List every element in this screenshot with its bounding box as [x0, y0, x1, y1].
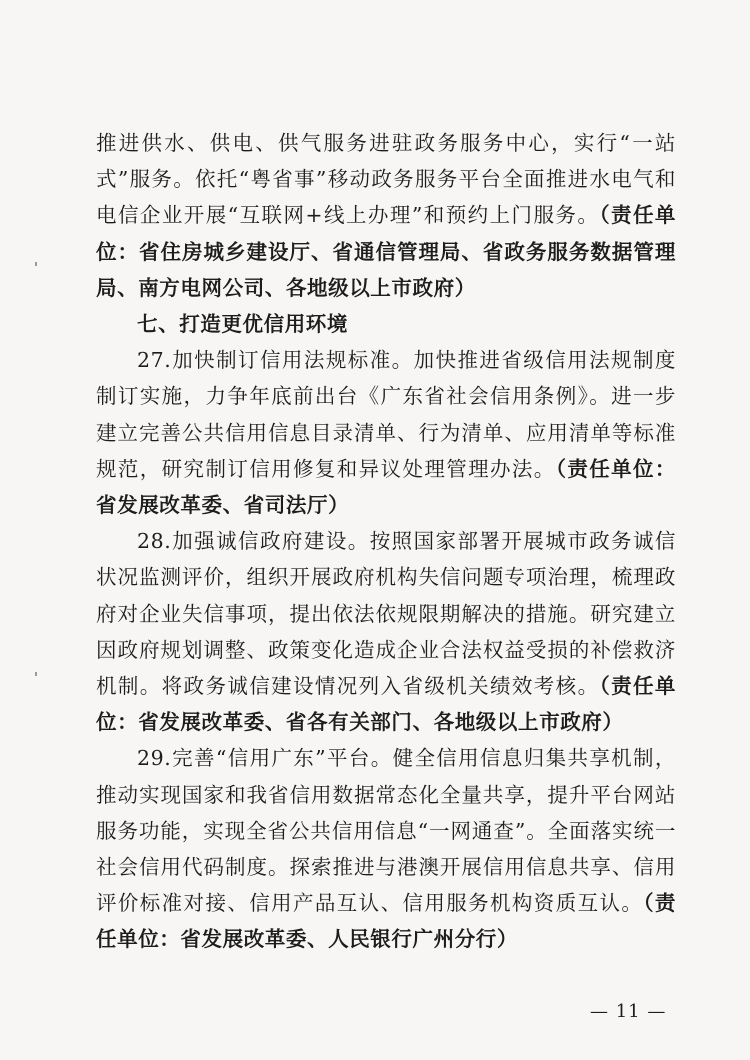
responsible-units: （责任单位：省发展改革委、省司法厅）: [96, 456, 676, 518]
paragraph-item-29: [96, 740, 676, 957]
paragraph-text: 推进供水、供电、供气服务进驻政务服务中心，实行“一站式”服务。依托“粤省事”移动政务服务平台全面推进水电气和电信企业开展“互联网+线上办理”和预约上门服务。: [96, 131, 676, 228]
paragraph-text: 29.完善“信用广东”平台。健全信用信息归集共享机制，推动实现国家和我省信用数据常态化全量共享，提升平台网站服务功能，实现全省公共信用信息“一网通查”。全面落实统一社会信用代码制度。探索推进与港澳开展信用信息共享、信用评价标准对接、信用产品互认、信用服务机构资质互认。: [96, 746, 676, 916]
page-number: — 11 —: [590, 1001, 667, 1022]
paragraph-item-27: [96, 342, 676, 523]
paragraph-item-28: [96, 523, 676, 740]
responsible-units: （责任单位：省发展改革委、省各有关部门、各地级以上市政府）: [96, 674, 676, 735]
document-body: [96, 125, 676, 958]
paragraph-water-power-gas: [96, 125, 676, 306]
scan-edge-mark: [35, 672, 37, 676]
paragraph-text: 28.加强诚信政府建设。按照国家部署开展城市政务诚信状况监测评价，组织开展政府机构失信问题专项治理，梳理政府对企业失信事项，提出依法依规限期解决的措施。研究建立因政府规划调整、政策变化造成企业合法权益受损的补偿救济机制。将政务诚信建设情况列入省级机关绩效考核。: [96, 529, 676, 699]
paragraph-text: 27.加快制订信用法规标准。加快推进省级信用法规制度制订实施，力争年底前出台《广东省社会信用条例》。进一步建立完善公共信用信息目录清单、行为清单、应用清单等标准规范，研究制订信用修复和异议处理管理办法。: [96, 348, 676, 481]
section-heading-credit-environment: 七、打造更优信用环境: [137, 312, 348, 337]
scan-edge-mark: [35, 262, 37, 266]
responsible-units: （责任单位：省住房城乡建设厅、省通信管理局、省政务服务数据管理局、南方电网公司、各地级以上市政府）: [96, 203, 676, 300]
responsible-units: （责任单位：省发展改革委、人民银行广州分行）: [96, 891, 677, 952]
